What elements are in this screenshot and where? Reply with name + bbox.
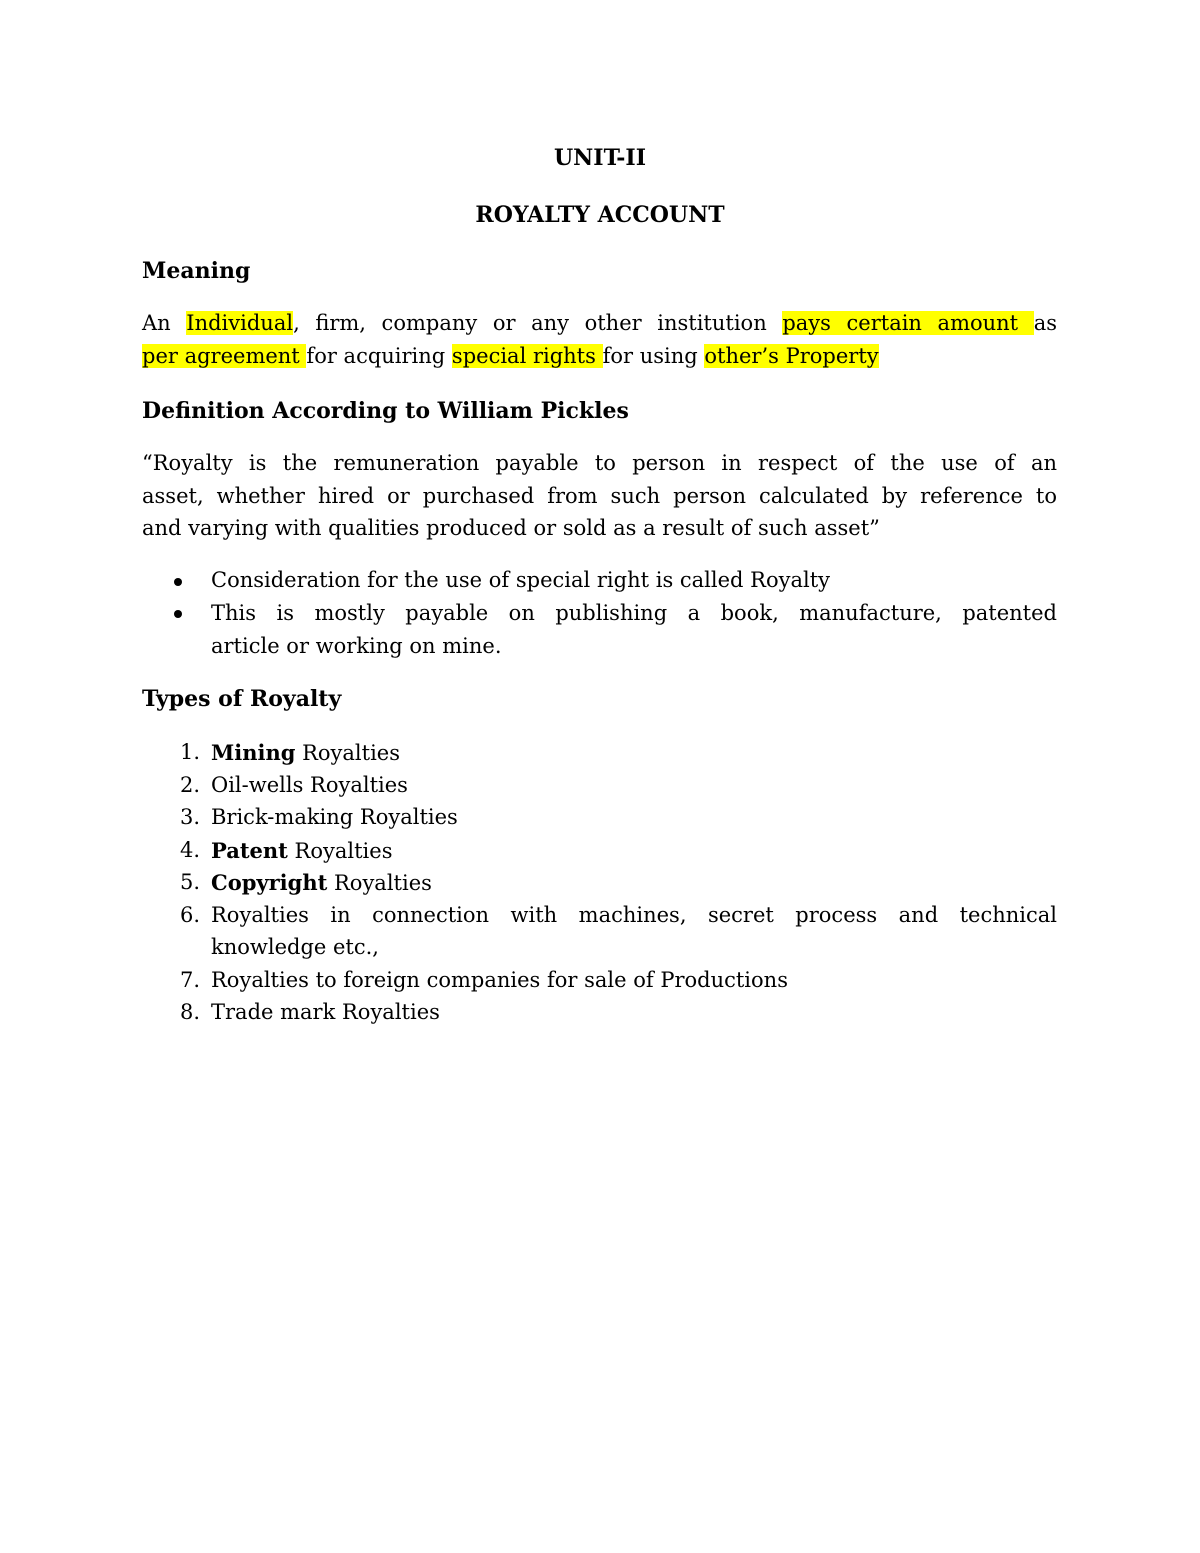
list-item-text: Royalties [327, 871, 432, 895]
list-item-bold: Mining [211, 740, 296, 765]
meaning-text: as [1033, 311, 1057, 335]
meaning-text: , firm, company or any other institution [293, 311, 783, 335]
list-item-bold: Patent [211, 838, 288, 863]
types-heading: Types of Royalty [142, 686, 342, 712]
bullet-item: This is mostly payable on publishing a book, manufacture, patented [211, 601, 1057, 625]
highlight-special-rights: special rights [451, 344, 603, 368]
bullet-dot-icon [174, 610, 182, 618]
list-item: Royalties to foreign companies for sale of Productions [211, 968, 788, 992]
meaning-text: An [142, 311, 187, 335]
list-item: Oil-wells Royalties [211, 773, 408, 797]
meaning-line-1 [142, 311, 1057, 335]
list-item [211, 838, 392, 863]
list-item: Brick-making Royalties [211, 805, 458, 829]
list-item-text: Royalties [287, 839, 393, 863]
highlight-others-property: other’s Property [704, 344, 879, 368]
list-number: 5. [179, 870, 200, 894]
list-item-bold: Copyright [211, 870, 328, 895]
highlight-individual: Individual [186, 311, 294, 335]
list-item [211, 870, 432, 895]
list-item [211, 740, 400, 765]
bullet-dot-icon [174, 578, 182, 586]
meaning-line-2 [142, 344, 879, 368]
definition-line: “Royalty is the remuneration payable to person in respect of the use of an [142, 451, 1057, 475]
list-number: 8. [179, 1000, 200, 1024]
definition-line: and varying with qualities produced or sold as a result of such asset” [142, 516, 880, 540]
list-number: 6. [179, 903, 200, 927]
list-item-text: Royalties [295, 741, 401, 765]
meaning-text: for using [602, 344, 705, 368]
page-title: ROYALTY ACCOUNT [475, 202, 725, 228]
list-number: 4. [179, 838, 200, 862]
list-item-continued: knowledge etc., [211, 935, 379, 959]
unit-title: UNIT-II [553, 145, 647, 171]
meaning-text: for acquiring [306, 344, 452, 368]
list-item: Trade mark Royalties [211, 1000, 440, 1024]
definition-heading: Definition According to William Pickles [142, 398, 629, 424]
list-number: 3. [179, 805, 200, 829]
meaning-heading: Meaning [142, 258, 251, 284]
definition-line: asset, whether hired or purchased from such person calculated by reference to [142, 484, 1057, 508]
list-item: Royalties in connection with machines, secret process and technical [211, 903, 1057, 927]
bullet-item-continued: article or working on mine. [211, 634, 502, 658]
highlight-per-agreement: per agreement [142, 344, 307, 368]
bullet-item: Consideration for the use of special right is called Royalty [211, 568, 831, 592]
list-number: 2. [179, 773, 200, 797]
highlight-pays-certain-amount: pays certain amount [782, 311, 1034, 335]
list-number: 7. [179, 968, 200, 992]
list-number: 1. [179, 740, 200, 764]
